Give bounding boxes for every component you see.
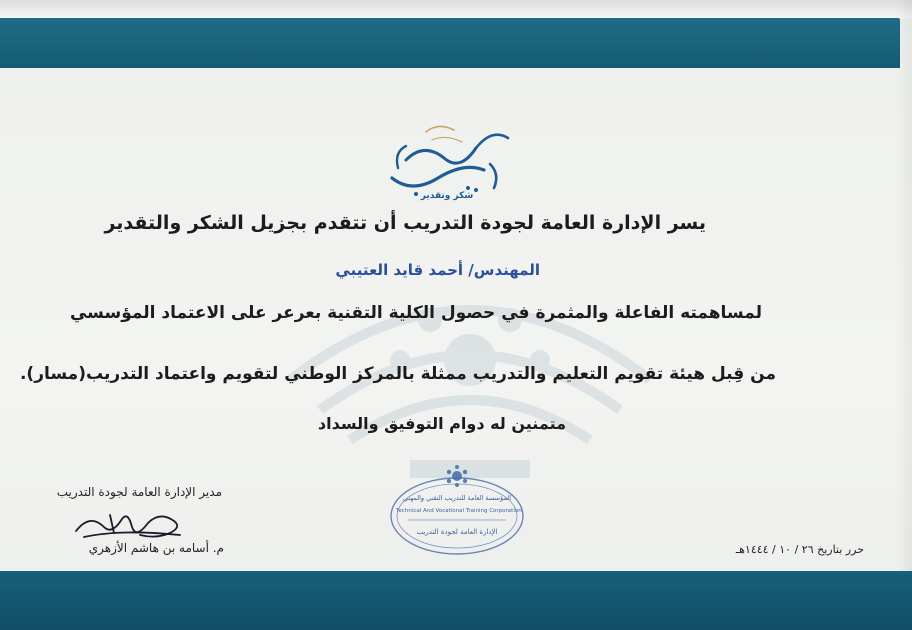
signatory-name: م. أسامه بن هاشم الأزهري (88, 541, 224, 555)
calligraphy-caption: شكر وتقدير (420, 191, 474, 201)
top-edge (0, 0, 912, 18)
body-line-1: لمساهمته الفاعلة والمثمرة في حصول الكلية التقنية بعرعر على الاعتماد المؤسسي (69, 303, 762, 323)
thanks-calligraphy-logo (372, 108, 522, 204)
closing-line: متمنين له دوام التوفيق والسداد (317, 414, 566, 433)
intro-line: يسر الإدارة العامة لجودة التدريب أن تتقدم بجزيل الشكر والتقدير (104, 212, 706, 234)
recipient-name: المهندس/ أحمد قايد العتيبي (335, 261, 540, 279)
stamp-department: الإدارة العامة لجودة التدريب (416, 528, 498, 536)
stamp-org-english: Technical And Vocational Training Corporation (396, 508, 522, 514)
top-decorative-band (0, 18, 900, 68)
bottom-decorative-band (0, 571, 912, 630)
signatory-title: مدير الإدارة العامة لجودة التدريب (56, 485, 222, 499)
handwritten-signature (70, 505, 190, 543)
issue-date: حرر بتاريخ ٢٦ / ١٠ / ١٤٤٤هـ (735, 543, 864, 556)
page-shadow (896, 0, 912, 571)
stamp-org-arabic: المؤسسة العامة للتدريب التقني والمهني (402, 494, 512, 502)
body-line-2: من قِبل هيئة تقويم التعليم والتدريب ممثلة بالمركز الوطني لتقويم واعتماد التدريب(مسار). (19, 364, 776, 384)
